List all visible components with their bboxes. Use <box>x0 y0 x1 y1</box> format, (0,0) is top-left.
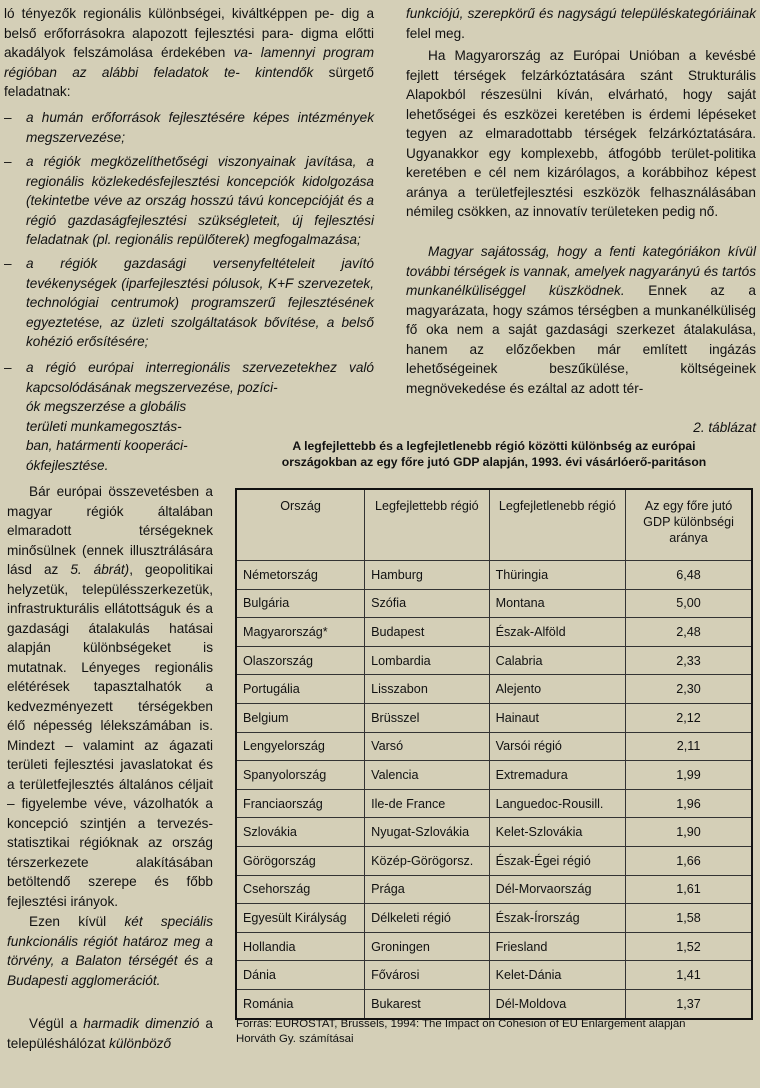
text-line: digma előtti akadályok felszámolása érdekében <box>4 25 374 60</box>
cell-ratio: 1,61 <box>626 875 752 904</box>
text-line: ban, határmenti kooperáci- <box>26 438 188 453</box>
cell-most-developed: Valencia <box>365 761 490 790</box>
bullet-item-4-continuation <box>26 397 214 475</box>
cell-most-developed: Lombardia <box>365 646 490 675</box>
text-line: sürgető feladatnak: <box>4 64 374 99</box>
italic-text: lamennyi program régióban az alábbi feladatok te- <box>4 45 375 80</box>
cell-country: Lengyelország <box>236 732 365 761</box>
cell-least-developed: Kelet-Dánia <box>489 961 626 990</box>
table-row <box>236 846 752 875</box>
table-row <box>236 932 752 961</box>
text-line: ókfejlesztése. <box>26 457 109 473</box>
cell-least-developed: Észak-Alföld <box>489 618 626 647</box>
cell-ratio: 6,48 <box>626 561 752 590</box>
cell-most-developed: Bukarest <box>365 989 490 1018</box>
cell-country: Olaszország <box>236 646 365 675</box>
table-title <box>228 438 760 470</box>
cell-least-developed: Extremadura <box>489 761 626 790</box>
dash-marker: – <box>4 360 12 375</box>
text: Ezen kívül <box>29 914 125 929</box>
cell-least-developed: Dél-Moldova <box>489 989 626 1018</box>
table-row <box>236 904 752 933</box>
bullet-item-2 <box>4 152 374 250</box>
bullet-text: a régiók megközelíthetőségi viszonyainak javítása, a regionális közlekedésfejlesztési koncepciók kidolgozása (tekintetbe véve az ország hosszú távú koncepcióját és a régió gazdaságfejlesztési szükségleteit, új fejlesztési feladatnak (pl. regionális repülőterek) megfogalmazása; <box>26 154 374 247</box>
italic-text: funkciójú, szerepkörű és nagyságú településkategóriáinak <box>406 6 756 21</box>
table-row <box>236 561 752 590</box>
right-continuation <box>406 4 756 43</box>
cell-ratio: 1,37 <box>626 989 752 1018</box>
cell-most-developed: Nyugat-Szlovákia <box>365 818 490 847</box>
header-country: Ország <box>236 489 365 561</box>
table-row <box>236 675 752 704</box>
text: Ha Magyarország az Európai Unióban a kevésbé fejlett térségek felzárkóztatására szánt Strukturális Alapokból részesülni kíván, elvárható, hogy saját lehetőségei és eszközei keretében is érdemi lépéseket tegyen az elmaradottabb térségek felzárkóztatására. Ugyanakkor egy komplexebb, átfogóbb terület-politika keretében e cél nem kizárólagos, a korábbihoz képest aránya a területfejlesztési eszközök felhasználásában némileg csökken, az innovatív területeken pedig nő. <box>406 48 756 219</box>
cell-most-developed: Brüsszel <box>365 703 490 732</box>
cell-country: Németország <box>236 561 365 590</box>
dash-marker: – <box>4 256 12 271</box>
cell-least-developed: Languedoc-Rousill. <box>489 789 626 818</box>
cell-ratio: 1,99 <box>626 761 752 790</box>
cell-least-developed: Montana <box>489 589 626 618</box>
gdp-difference-table <box>235 488 753 1020</box>
left-paragraph-2 <box>7 482 213 911</box>
text-line: területi munkamegosztás- <box>26 418 182 434</box>
cell-least-developed: Varsói régió <box>489 732 626 761</box>
cell-least-developed: Észak-Égei régió <box>489 846 626 875</box>
cell-least-developed: Kelet-Szlovákia <box>489 818 626 847</box>
left-paragraph-4 <box>7 1014 213 1053</box>
cell-most-developed: Budapest <box>365 618 490 647</box>
cell-ratio: 5,00 <box>626 589 752 618</box>
header-gdp-ratio: Az egy főre jutó GDP különbségi aránya <box>626 489 752 561</box>
table-title-line: országokban az egy főre jutó GDP alapján, 1993. évi vásárlóerő-paritáson <box>281 455 707 469</box>
text: felel meg. <box>406 25 465 41</box>
text: Bár európai összevetésben a magyar régiók általában elmaradott térségeknek minősülnek (ennek illusztrálására lásd az <box>7 484 213 577</box>
cell-ratio: 2,30 <box>626 675 752 704</box>
right-paragraph-1 <box>406 46 756 222</box>
text-line: ló tényezők regionális különbségei, kiváltképpen pe- <box>4 6 335 21</box>
table-row <box>236 789 752 818</box>
cell-most-developed: Prága <box>365 875 490 904</box>
italic-text: két speciális funkcionális régiót határoz meg a törvény, a Balaton térségét és a Budapesti agglomerációt. <box>7 914 213 988</box>
cell-country: Dánia <box>236 961 365 990</box>
dash-marker: – <box>4 110 12 125</box>
cell-country: Franciaország <box>236 789 365 818</box>
cell-most-developed: Lisszabon <box>365 675 490 704</box>
cell-most-developed: Groningen <box>365 932 490 961</box>
right-paragraph-2 <box>406 242 756 398</box>
cell-most-developed: Ile-de France <box>365 789 490 818</box>
cell-most-developed: Fővárosi <box>365 961 490 990</box>
cell-country: Belgium <box>236 703 365 732</box>
table-row <box>236 618 752 647</box>
italic-text: kintendők <box>255 64 314 80</box>
italic-text: különböző <box>109 1035 172 1051</box>
cell-least-developed: Calabria <box>489 646 626 675</box>
cell-ratio: 1,58 <box>626 904 752 933</box>
cell-country: Hollandia <box>236 932 365 961</box>
cell-ratio: 2,12 <box>626 703 752 732</box>
table-number-label: 2. táblázat <box>693 420 756 435</box>
cell-country: Görögország <box>236 846 365 875</box>
source-line: Horváth Gy. számításai <box>236 1033 354 1045</box>
table-title-line: A legfejlettebb és a legfejletlenebb régió közötti különbség az európai <box>292 439 696 453</box>
cell-most-developed: Hamburg <box>365 561 490 590</box>
text: Végül a <box>29 1016 84 1031</box>
bullet-item-3 <box>4 254 374 352</box>
source-line: Forrás: EUROSTAT, Brussels, 1994: The Impact on Cohesion of EU Enlargement alapján <box>236 1018 686 1030</box>
cell-ratio: 1,52 <box>626 932 752 961</box>
text: , geopolitikai helyzetük, településszerkezetük, infrastrukturális ellátottságuk és a gazdasági átalakulás hatásai alapján különbségeket is mutatnak. Lényeges regionális elétérések tapasztalhatók a kedvezményezett térségekben élő népesség lélekszámában is. Mindezt – valamint az ágazati területi fejlesztési javaslatokat és a területfejlesztés általános céljait – figyelembe véve, vázolhatók a koncepció szintjén a tervezés-statisztikai régióknak az ország térszerkezete alakításában betöltendő szerepe és főbb fejlesztési irányok. <box>7 562 213 909</box>
cell-most-developed: Szófia <box>365 589 490 618</box>
cell-country: Egyesült Királyság <box>236 904 365 933</box>
cell-ratio: 1,90 <box>626 818 752 847</box>
text-line: ók megszerzése a globális <box>26 399 187 414</box>
table-row <box>236 646 752 675</box>
cell-country: Magyarország* <box>236 618 365 647</box>
cell-ratio: 2,48 <box>626 618 752 647</box>
table-row <box>236 989 752 1018</box>
text-line: dig a belső erőforrásokra alapozott fejlesztési para- <box>4 6 374 41</box>
cell-ratio: 2,33 <box>626 646 752 675</box>
italic-text: va- <box>233 45 253 60</box>
table-row <box>236 875 752 904</box>
cell-most-developed: Varsó <box>365 732 490 761</box>
cell-country: Szlovákia <box>236 818 365 847</box>
cell-least-developed: Észak-Írország <box>489 904 626 933</box>
italic-text: 5. ábrát) <box>70 562 130 577</box>
italic-text: harmadik dimenzió <box>83 1016 200 1031</box>
cell-country: Románia <box>236 989 365 1018</box>
cell-ratio: 2,11 <box>626 732 752 761</box>
cell-ratio: 1,66 <box>626 846 752 875</box>
cell-ratio: 1,96 <box>626 789 752 818</box>
bullet-item-1 <box>4 108 374 147</box>
table-row <box>236 703 752 732</box>
table-row <box>236 961 752 990</box>
cell-least-developed: Thüringia <box>489 561 626 590</box>
table-row <box>236 589 752 618</box>
table-row <box>236 761 752 790</box>
table-source-note <box>236 1017 756 1047</box>
cell-country: Spanyolország <box>236 761 365 790</box>
left-paragraph-3 <box>7 912 213 990</box>
cell-most-developed: Délkeleti régió <box>365 904 490 933</box>
text: Ennek az a magyarázata, hogy számos térségben a munkanélküliség fő oka nem a saját gazdasági szerkezet átalakulása, hanem az előzőekben már említett ingázás lehetőségeinek beszűkülése, költségeinek megnövekedése és ezáltal az adott tér- <box>406 283 756 396</box>
cell-least-developed: Friesland <box>489 932 626 961</box>
bullet-text: a régió európai interregionális szervezetekhez való kapcsolódásának megszervezése, pozíci- <box>26 360 374 395</box>
italic-text: Magyar sajátosság, hogy a fenti kategóriákon kívül további térségek is vannak, amelyek nagyarányú és tartós munkanélküliséggel küszködnek. <box>406 244 756 298</box>
text: a településhálózat <box>7 1016 213 1051</box>
left-intro-paragraph <box>4 4 374 102</box>
cell-least-developed: Hainaut <box>489 703 626 732</box>
cell-most-developed: Közép-Görögorsz. <box>365 846 490 875</box>
table-header-row <box>236 489 752 561</box>
bullet-item-4 <box>4 358 374 397</box>
header-least-developed: Legfejletlenebb régió <box>489 489 626 561</box>
dash-marker: – <box>4 154 12 169</box>
cell-least-developed: Dél-Morvaország <box>489 875 626 904</box>
cell-country: Portugália <box>236 675 365 704</box>
cell-ratio: 1,41 <box>626 961 752 990</box>
cell-least-developed: Alejento <box>489 675 626 704</box>
table-row <box>236 732 752 761</box>
cell-country: Csehország <box>236 875 365 904</box>
bullet-text: a régiók gazdasági versenyfeltételeit javító tevékenységek (iparfejlesztési pólusok, K+F szervezetek, technológiai centrumok) programszerű fejlesztésének egyeztetése, az üzleti szolgáltatások bővítése, a belső kohézió erősítésére; <box>26 256 374 349</box>
cell-country: Bulgária <box>236 589 365 618</box>
bullet-text: a humán erőforrások fejlesztésére képes intézmények megszervezése; <box>26 110 374 145</box>
header-most-developed: Legfejlettebb régió <box>365 489 490 561</box>
table-row <box>236 818 752 847</box>
